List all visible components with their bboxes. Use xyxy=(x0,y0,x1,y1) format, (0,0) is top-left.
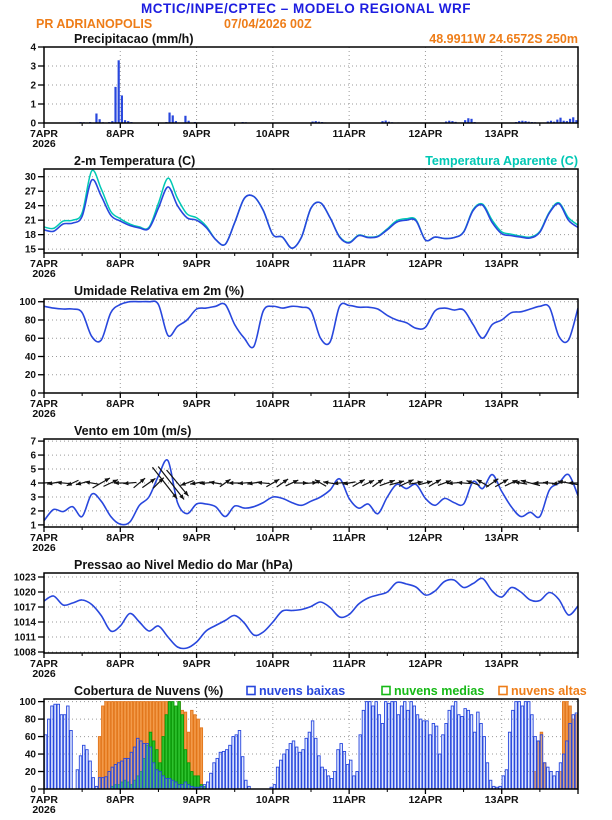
svg-text:12APR: 12APR xyxy=(408,532,443,544)
humid-chart xyxy=(0,284,612,419)
panel-temp xyxy=(0,154,612,284)
svg-text:10APR: 10APR xyxy=(255,794,290,806)
svg-text:Pressao ao Nivel Medio do Mar: Pressao ao Nivel Medio do Mar (hPa) xyxy=(74,558,293,572)
svg-text:20: 20 xyxy=(24,370,36,382)
meteogram-panels xyxy=(0,32,612,820)
svg-text:11APR: 11APR xyxy=(332,128,366,140)
svg-text:2026: 2026 xyxy=(32,804,56,815)
svg-text:2026: 2026 xyxy=(32,268,56,279)
svg-text:10APR: 10APR xyxy=(255,658,290,670)
precip-chart xyxy=(0,32,612,149)
svg-text:Precipitacao (mm/h): Precipitacao (mm/h) xyxy=(74,32,194,46)
svg-text:20: 20 xyxy=(24,767,36,779)
svg-text:2026: 2026 xyxy=(32,408,56,419)
panel-humid xyxy=(0,284,612,424)
svg-text:7: 7 xyxy=(30,436,36,448)
svg-text:60: 60 xyxy=(24,333,36,345)
svg-text:9APR: 9APR xyxy=(182,128,211,140)
svg-text:3: 3 xyxy=(30,492,36,504)
panel-precip xyxy=(0,32,612,154)
svg-text:100: 100 xyxy=(19,697,36,709)
page-title: MCTIC/INPE/CPTEC – MODELO REGIONAL WRF xyxy=(140,1,471,16)
legend-item-nuvens-altas xyxy=(499,684,587,698)
svg-text:Umidade Relativa em 2m (%): Umidade Relativa em 2m (%) xyxy=(74,284,245,298)
svg-text:8APR: 8APR xyxy=(106,398,135,410)
svg-text:9APR: 9APR xyxy=(182,794,211,806)
svg-text:13APR: 13APR xyxy=(484,532,519,544)
svg-text:2026: 2026 xyxy=(32,668,56,679)
svg-text:0: 0 xyxy=(30,784,36,796)
svg-text:1: 1 xyxy=(30,520,36,532)
svg-text:4: 4 xyxy=(30,478,36,490)
svg-text:11APR: 11APR xyxy=(332,658,366,670)
svg-text:12APR: 12APR xyxy=(408,128,443,140)
svg-text:13APR: 13APR xyxy=(484,794,519,806)
svg-text:7APR: 7APR xyxy=(29,128,59,140)
svg-text:10APR: 10APR xyxy=(255,128,290,140)
clouds-chart xyxy=(0,684,612,815)
svg-text:2-m Temperatura (C): 2-m Temperatura (C) xyxy=(74,154,196,168)
svg-text:8APR: 8APR xyxy=(106,128,135,140)
legend-item-nuvens-baixas xyxy=(247,684,345,698)
svg-text:80: 80 xyxy=(24,714,36,726)
svg-text:9APR: 9APR xyxy=(182,398,211,410)
svg-text:18: 18 xyxy=(24,230,36,242)
svg-text:13APR: 13APR xyxy=(484,398,519,410)
svg-text:7APR: 7APR xyxy=(29,658,59,670)
svg-text:8APR: 8APR xyxy=(106,794,135,806)
panel-pressure xyxy=(0,558,612,684)
svg-text:80: 80 xyxy=(24,315,36,327)
svg-text:nuvens altas: nuvens altas xyxy=(511,684,587,698)
svg-text:9APR: 9APR xyxy=(182,532,211,544)
svg-text:12APR: 12APR xyxy=(408,258,443,270)
wind-chart xyxy=(0,424,612,553)
svg-text:3: 3 xyxy=(30,61,36,73)
svg-text:12APR: 12APR xyxy=(408,658,443,670)
svg-text:13APR: 13APR xyxy=(484,128,519,140)
svg-text:10APR: 10APR xyxy=(255,258,290,270)
panel-wind xyxy=(0,424,612,558)
svg-text:9APR: 9APR xyxy=(182,658,211,670)
svg-text:12APR: 12APR xyxy=(408,794,443,806)
svg-text:2: 2 xyxy=(30,80,36,92)
svg-text:2026: 2026 xyxy=(32,138,56,149)
svg-text:15: 15 xyxy=(24,244,36,256)
svg-text:21: 21 xyxy=(24,215,36,227)
svg-text:10APR: 10APR xyxy=(255,532,290,544)
svg-text:4: 4 xyxy=(30,42,36,54)
svg-text:1: 1 xyxy=(30,99,36,111)
legend-item-nuvens-medias xyxy=(382,684,484,698)
legend-swatch xyxy=(382,687,390,695)
temp-chart xyxy=(0,154,612,279)
svg-text:24: 24 xyxy=(24,201,36,213)
svg-text:2: 2 xyxy=(30,506,36,518)
svg-text:Temperatura Aparente (C): Temperatura Aparente (C) xyxy=(425,154,578,168)
legend-swatch xyxy=(499,687,507,695)
svg-text:1008: 1008 xyxy=(13,647,36,659)
svg-text:13APR: 13APR xyxy=(484,658,519,670)
svg-text:1023: 1023 xyxy=(13,572,36,584)
svg-text:7APR: 7APR xyxy=(29,532,59,544)
svg-text:30: 30 xyxy=(24,172,36,184)
svg-text:11APR: 11APR xyxy=(332,258,366,270)
svg-text:7APR: 7APR xyxy=(29,258,59,270)
svg-text:40: 40 xyxy=(24,351,36,363)
svg-text:1017: 1017 xyxy=(13,602,36,614)
svg-text:8APR: 8APR xyxy=(106,532,135,544)
svg-text:13APR: 13APR xyxy=(484,258,519,270)
svg-text:0: 0 xyxy=(30,388,36,400)
svg-text:Cobertura de Nuvens (%): Cobertura de Nuvens (%) xyxy=(74,684,224,698)
svg-text:1020: 1020 xyxy=(13,587,36,599)
svg-text:40: 40 xyxy=(24,749,36,761)
svg-text:27: 27 xyxy=(24,186,36,198)
svg-text:1011: 1011 xyxy=(14,632,36,644)
station-label: PR ADRIANOPOLIS xyxy=(36,17,153,31)
svg-text:0: 0 xyxy=(30,118,36,130)
svg-text:11APR: 11APR xyxy=(332,532,366,544)
svg-text:Vento em 10m (m/s): Vento em 10m (m/s) xyxy=(74,424,192,438)
svg-text:8APR: 8APR xyxy=(106,258,135,270)
panel-clouds xyxy=(0,684,612,820)
pressure-chart xyxy=(0,558,612,679)
run-datetime-label: 07/04/2026 00Z xyxy=(224,17,312,31)
svg-text:7APR: 7APR xyxy=(29,398,59,410)
svg-text:48.9911W 24.6572S 250m: 48.9911W 24.6572S 250m xyxy=(429,32,578,46)
legend-swatch xyxy=(247,687,255,695)
svg-text:11APR: 11APR xyxy=(332,794,366,806)
header xyxy=(0,0,612,32)
svg-text:nuvens medias: nuvens medias xyxy=(394,684,485,698)
svg-text:10APR: 10APR xyxy=(255,398,290,410)
svg-text:7APR: 7APR xyxy=(29,794,59,806)
svg-text:2026: 2026 xyxy=(32,542,56,553)
svg-text:1014: 1014 xyxy=(13,617,36,629)
svg-text:60: 60 xyxy=(24,732,36,744)
svg-text:12APR: 12APR xyxy=(408,398,443,410)
svg-text:6: 6 xyxy=(30,450,36,462)
svg-text:11APR: 11APR xyxy=(332,398,366,410)
svg-text:nuvens baixas: nuvens baixas xyxy=(259,684,346,698)
svg-text:8APR: 8APR xyxy=(106,658,135,670)
svg-text:5: 5 xyxy=(30,464,36,476)
svg-text:100: 100 xyxy=(19,297,36,309)
svg-text:9APR: 9APR xyxy=(182,258,211,270)
